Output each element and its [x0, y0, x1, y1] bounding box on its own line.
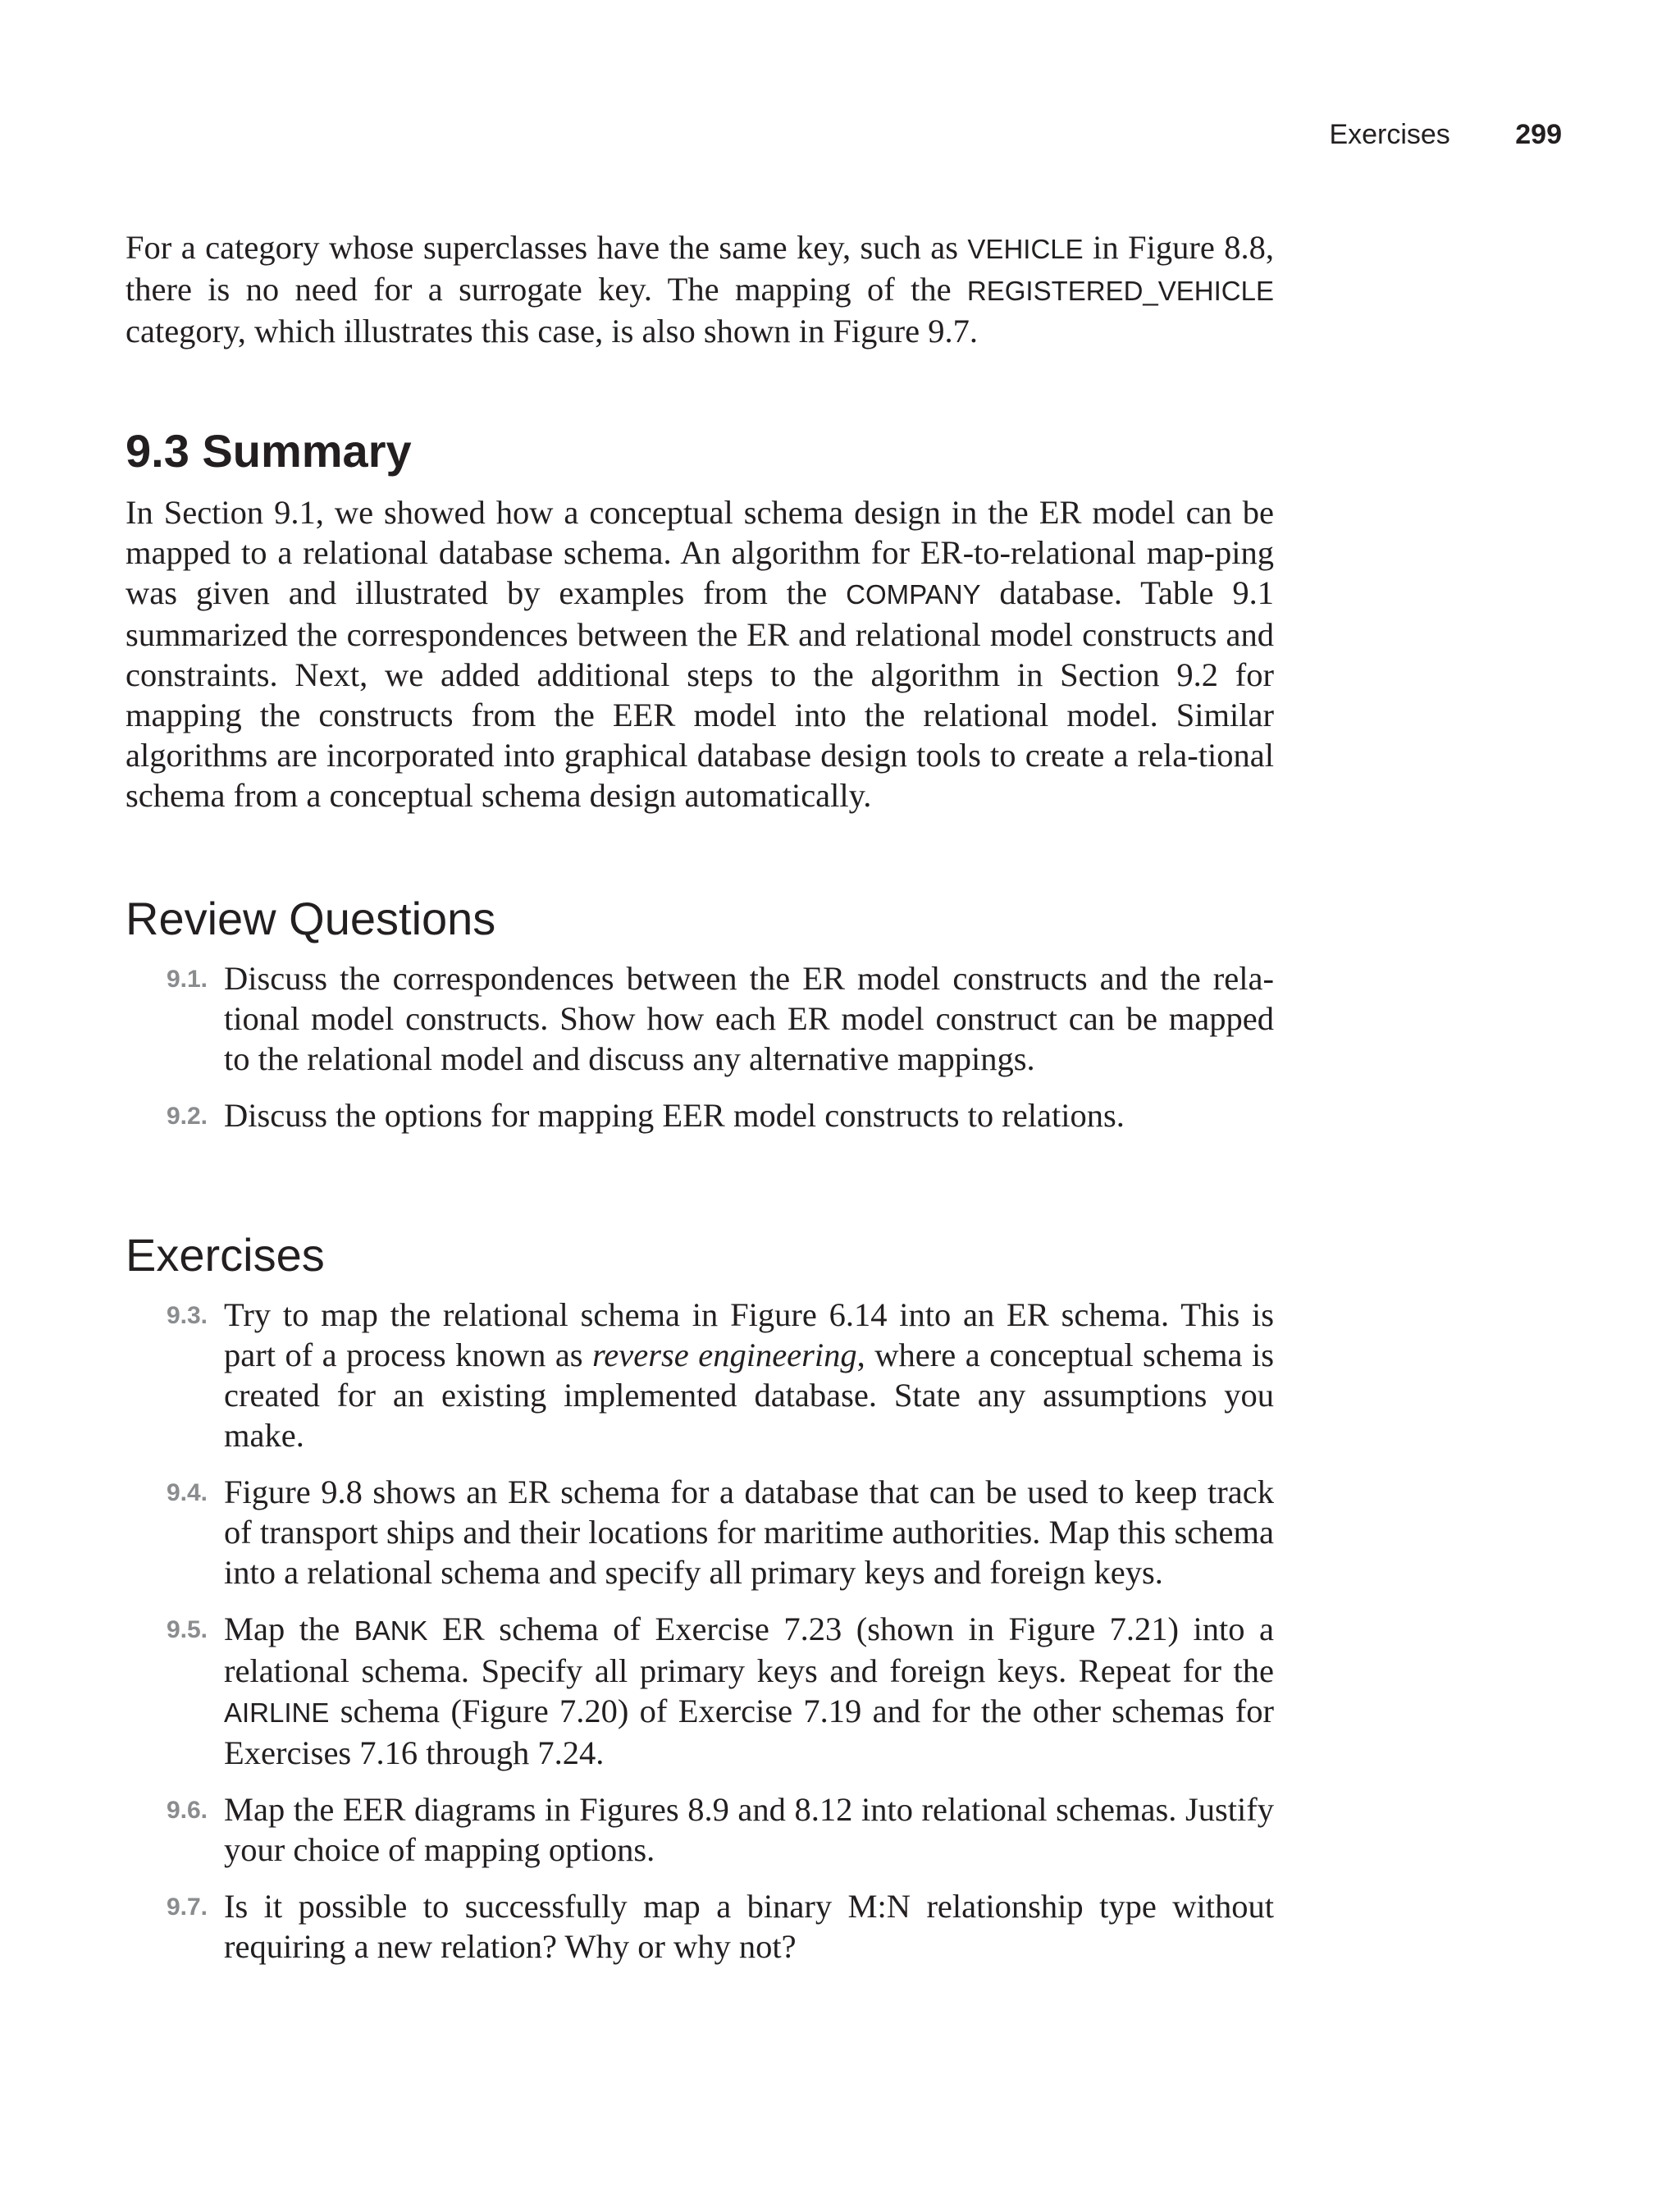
term-bank: BANK	[354, 1615, 428, 1646]
review-questions-heading: Review Questions	[126, 893, 496, 944]
review-question	[126, 1095, 1274, 1135]
exercise-text: Is it possible to successfully map a binary M:N relationship type without requiring a new relation? Why or why not?	[224, 1888, 1274, 1965]
exercise-item	[126, 1295, 1274, 1455]
exercise-number: 9.5.	[166, 1616, 208, 1643]
intro-paragraph	[126, 227, 1274, 351]
running-head	[1329, 116, 1562, 153]
question-text: Discuss the options for mapping EER model constructs to relations.	[224, 1097, 1125, 1134]
term-airline: AIRLINE	[224, 1697, 330, 1728]
intro-text-3: category, which illustrates this case, is also shown in Figure 9.7.	[126, 313, 978, 349]
review-question	[126, 958, 1274, 1079]
exercise-text: Map the EER diagrams in Figures 8.9 and 8.12 into relational schemas. Justify your choice of mapping options.	[224, 1791, 1274, 1868]
exercise-text: Figure 9.8 shows an ER schema for a database that can be used to keep track of transport ships and their locations for maritime authorities. Map this schema into a relational schema and specify all primary keys and foreign keys.	[224, 1473, 1274, 1591]
exercise-text-part: Map the	[224, 1610, 354, 1647]
page-number: 299	[1515, 119, 1562, 150]
review-question-list	[126, 958, 1274, 1135]
summary-heading: 9.3 Summary	[126, 425, 412, 477]
exercise-text-part: ER schema of Exercise 7.23 (shown in Figure 7.21) into a relational schema. Specify all primary keys and foreign keys. Repeat for the	[224, 1610, 1274, 1689]
term-reverse-engineering: reverse engineering	[592, 1336, 857, 1373]
exercise-number: 9.6.	[166, 1797, 208, 1824]
summary-text-1: In Section 9.1, we showed how a conceptual schema design in the ER model can be mapped to a relational database schema. An algorithm for ER-to-relational map-ping was given and illustrated by examples from the	[126, 494, 1274, 611]
exercise-number: 9.7.	[166, 1894, 208, 1921]
exercise-item	[126, 1609, 1274, 1773]
exercise-number: 9.3.	[166, 1302, 208, 1329]
exercise-text-part: Try to map the relational schema in Figure 6.14 into an ER schema. This is part of a process known as	[224, 1296, 1274, 1373]
exercise-text-part: , where a conceptual schema is created for an existing implemented database. State any assumptions you make.	[224, 1336, 1274, 1454]
exercise-text	[224, 1295, 1274, 1455]
question-number: 9.1.	[166, 966, 208, 993]
term-vehicle: VEHICLE	[967, 234, 1084, 264]
summary-paragraph	[126, 492, 1274, 815]
running-head-section: Exercises	[1329, 119, 1450, 150]
question-text: Discuss the correspondences between the ER model constructs and the rela-tional model constructs. Show how each ER model construct can be mapped to the relational model and discuss any alternative mappings.	[224, 960, 1274, 1077]
exercise-item	[126, 1472, 1274, 1592]
intro-text-2: in Figure 8.8, there is no need for a surrogate key. The mapping of the	[126, 229, 1274, 308]
exercise-number: 9.4.	[166, 1479, 208, 1506]
question-number: 9.2.	[166, 1103, 208, 1130]
summary-text-2: database. Table 9.1 summarized the correspondences between the ER and relational model constructs and constraints. Next, we added additional steps to the algorithm in Section 9.2 for mapping the constructs from the EER model into the relational model. Similar algorithms are incorporated into graphical database design tools to create a rela-tional schema from a conceptual schema design automatically.	[126, 574, 1275, 814]
intro-text-1: For a category whose superclasses have the same key, such as	[126, 229, 968, 266]
exercise-item	[126, 1789, 1274, 1870]
page-body	[126, 227, 1274, 1983]
term-registered-vehicle: REGISTERED_VEHICLE	[966, 276, 1274, 306]
exercise-text	[224, 1609, 1274, 1773]
exercise-list	[126, 1295, 1274, 1967]
exercise-item	[126, 1886, 1274, 1967]
term-company: COMPANY	[846, 579, 981, 610]
exercise-text-part: schema (Figure 7.20) of Exercise 7.19 and for the other schemas for Exercises 7.16 through 7.24.	[224, 1693, 1274, 1771]
exercises-heading: Exercises	[126, 1229, 325, 1281]
